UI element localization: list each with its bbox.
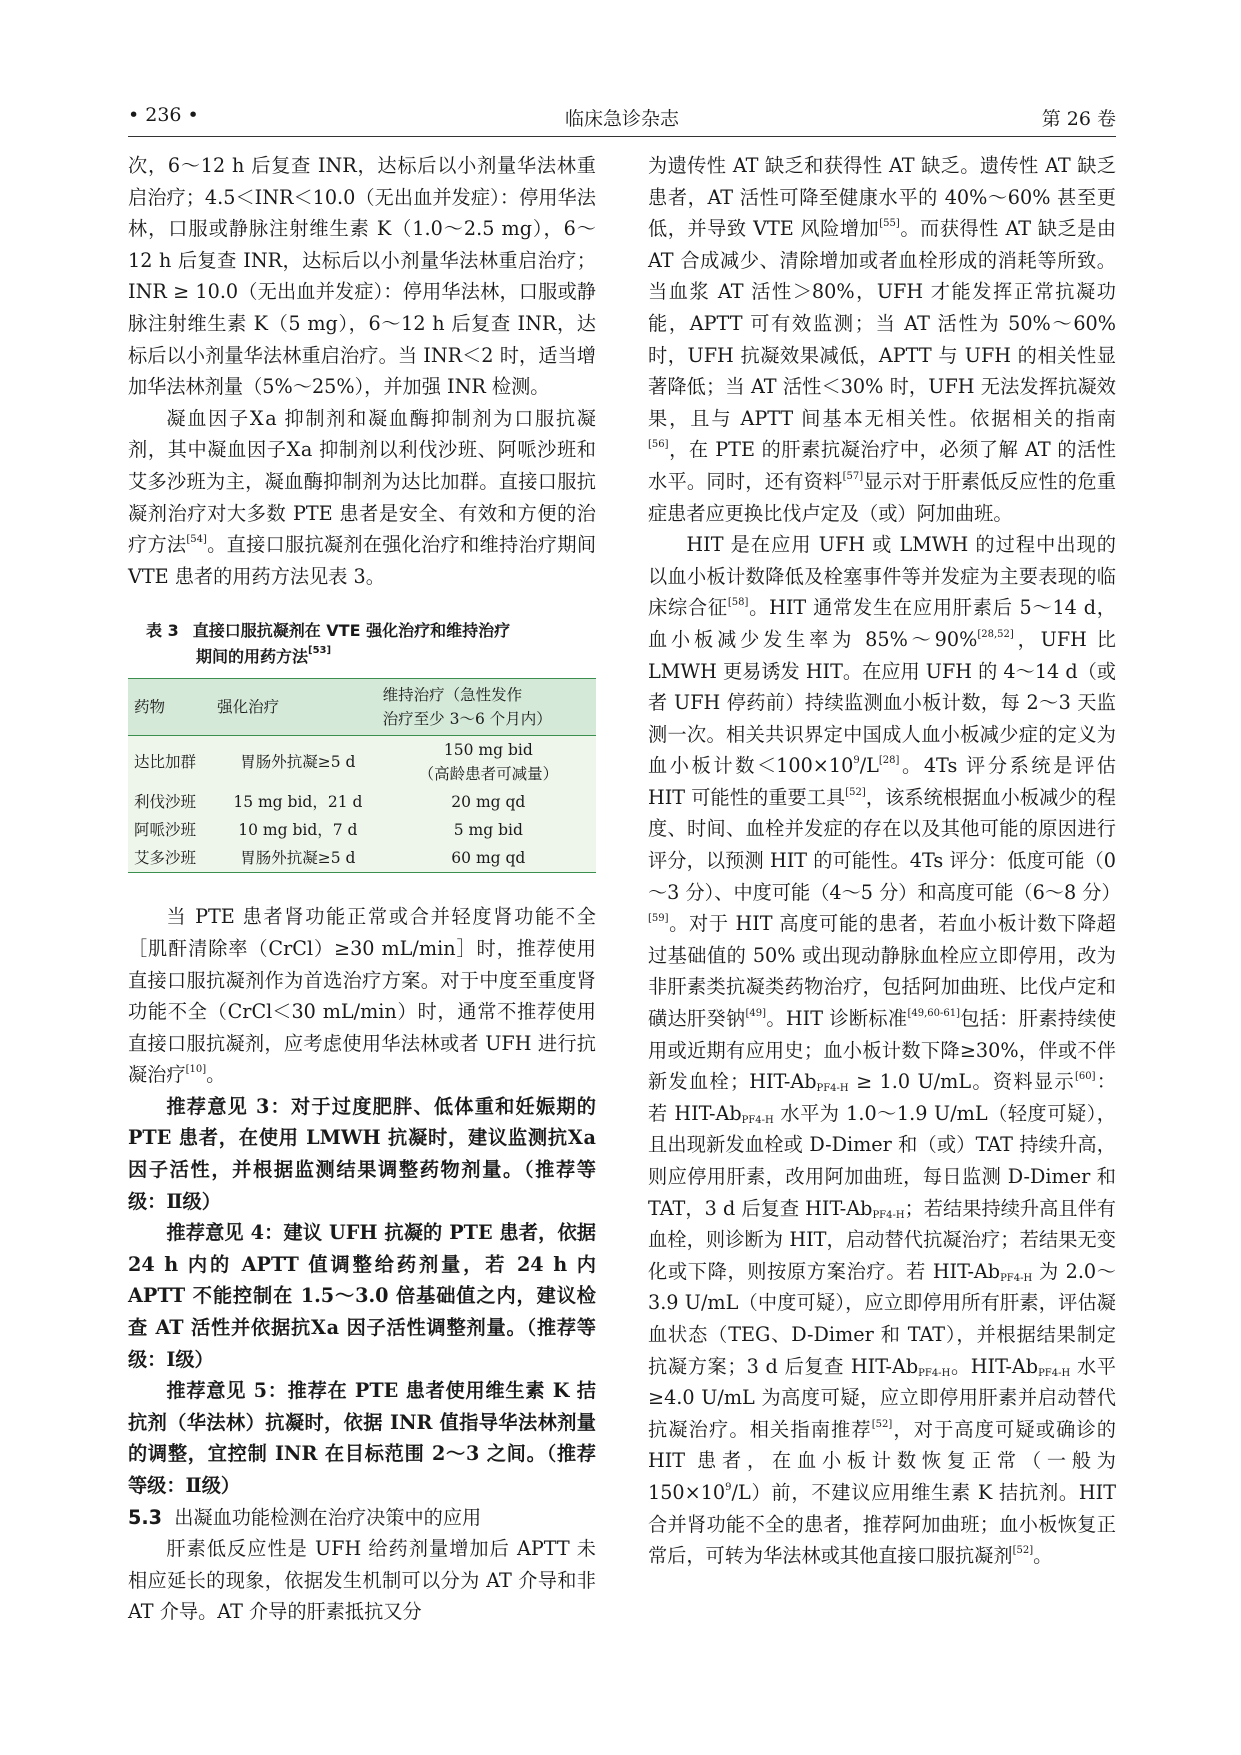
table-cell: 达比加群 — [134, 753, 197, 772]
citation: [28,52] — [977, 628, 1014, 640]
subscript: PF4-H — [1038, 1367, 1071, 1379]
subscript: PF4-H — [741, 1114, 774, 1126]
paragraph: 为遗传性 AT 缺乏和获得性 AT 缺乏。遗传性 AT 缺乏患者，AT 活性可降至健康水平的 40%～60% 甚至更低，并导致 VTE 风险增加[55]。而获得性 AT 缺乏是由 AT 合成减少、清除增加或者血栓形成的消耗等所致。当血浆 AT 活性＞80%，UFH 才能发挥正常抗凝功能，APTT 可有效监测；当 AT 活性为 50%～60% 时，UFH 抗凝效果减低，APTT 与 UFH 的相关性显著降低；当 AT 活性＜30% 时，UFH 无法发挥抗凝效果，且与 APTT 间基本无相关性。依据相关的指南[56]，在 PTE 的肝素抗凝治疗中，必须了解 AT 的活性水平。同时，还有资料[57]显示对于肝素低反应性的危重症患者应更换比伐卢定及（或）阿加曲班。 — [648, 154, 1117, 525]
table-row — [128, 788, 596, 816]
table-caption: 表 3 直接口服抗凝剂在 VTE 强化治疗和维持治疗 期间的用药方法[53] — [146, 621, 511, 667]
citation: [49,60-61] — [907, 1008, 960, 1020]
citation: [58] — [727, 597, 749, 609]
paragraph: 次，6～12 h 后复查 INR，达标后以小剂量华法林重启治疗；4.5＜INR＜10.0（无出血并发症）：停用华法林，口服或静脉注射维生素 K（1.0～2.5 mg），6～12 h 后复查 INR，达标后以小剂量华法林重启治疗；INR ≥ 10.0（无出血并发症）：停用华法林，口服或静脉注射维生素 K（5 mg），6～12 h 后复查 INR，达标后以小剂量华法林重启治疗。当 INR＜2 时，适当增加华法林剂量（5%～25%），并加强 INR 检测。 — [128, 154, 596, 399]
paragraph: HIT 是在应用 UFH 或 LMWH 的过程中出现的以血小板计数降低及栓塞事件等并发症为主要表现的临床综合征[58]。HIT 通常发生在应用肝素后 5～14 d，血小板减少发生率为 85%～90%[28,52]，UFH 比 LMWH 更易诱发 HIT。在应用 UFH 的 4～14 d（或者 UFH 停药前）持续监测血小板计数，每 2～3 天监测一次。相关共识界定中国成人血小板减少症的定义为血小板计数$<100\times 10^9/L[28]$。4Ts 评分系统是评估 HIT 可能性的重要工具[52]，该系统根据血小板减少的程度、时间、血栓并发症的存在以及其他可能的原因进行评分，以预测 HIT 的可能性。4Ts 评分：低度可能（0～3 分）、中度可能（4～5 分）和高度可能（6～8 分）[59]。对于 HIT 高度可能的患者，若血小板计数下降超过基础值的 50% 或出现动静脉血栓应立即停用，改为非肝素类抗凝类药物治疗，包括阿加曲班、比伐卢定和磺达肝癸钠[49]。HIT 诊断标准[49,60-61]包括：肝素持续使用或近期有应用史；血小板计数下降≥30%，伴或不伴新发血栓；HIT-$Ab_{PF4-H} \ge 1.0$ U/mL。资料显示[60]：若 HIT-$Ab_{PF4-H}$ 水平为 1.0～1.9 U/mL（轻度可疑），且出现新发血栓或 D-Dimer 和（或）TAT 持续升高，则应停用肝素，改用阿加曲班，每日监测 D-Dimer 和 TAT，3 d 后复查 HIT-$Ab_{PF4-H}$；若结果持续升高且伴有血栓，则诊断为 HIT，启动替代抗凝治疗；若结果无变化或下降，则按原方案治疗。若 HIT-$Ab_{PF4-H}$ 为 2.0～3.9 U/mL（中度可疑），应立即停用所有肝素，评估凝血状态（TEG、D-Dimer 和 TAT），并根据结果制定抗凝方案；3 d 后复查 HIT-$Ab_{PF4-H}$。HIT-$Ab_{PF4-H}$ 水平≥4.0 U/mL 为高度可疑，应立即停用肝素并启动替代抗凝治疗。相关指南推荐[52]，对于高度可疑或确诊的 HIT 患者，在血小板计数恢复正常（一般为 $150\times 10^9/L$）前，不建议应用维生素 K 拮抗剂。HIT 合并肾功能不全的患者，推荐阿加曲班；血小板恢复正常后，可转为华法林或其他直接口服抗凝剂[52]。 — [648, 533, 1121, 1568]
subscript: PF4-H — [872, 1209, 905, 1221]
citation: [59] — [648, 913, 669, 925]
recommendation-3: 推荐意见 3：对于过度肥胖、低体重和妊娠期的 PTE 患者，在使用 LMWH 抗凝时，建议监测抗Ⅹa 因子活性，并根据监测结果调整药物剂量。（推荐等级：Ⅱ级） — [128, 1094, 596, 1213]
citation: [54] — [186, 534, 207, 546]
paragraph: 肝素低反应性是 UFH 给药剂量增加后 APTT 未相应延长的现象，依据发生机制可以分为 AT 介导和非 AT 介导。AT 介导的肝素抵抗又分 — [128, 1537, 596, 1624]
table-cell: 胃肠外抗凝≥5 d — [215, 844, 381, 873]
citation: [52] — [845, 786, 866, 798]
subscript: PF4-H — [918, 1367, 951, 1379]
table-cell: 10 mg bid，7 d — [238, 821, 358, 840]
recommendation-4: 推荐意见 4：建议 UFH 抗凝的 PTE 患者，依据 24 h 内的 APTT 值调整给药剂量，若 24 h 内 APTT 不能控制在 1.5～3.0 倍基础值之内，建议检查 AT 活性并依据抗Ⅹa 因子活性调整剂量。（推荐等级：Ⅰ级） — [128, 1221, 596, 1371]
journal-title: 临床急诊杂志 — [564, 108, 679, 130]
table-label: 表 3 — [146, 621, 179, 641]
column-header: 药物 — [128, 679, 215, 736]
table-cell: 15 mg bid，21 d — [233, 793, 363, 812]
exponent: 9 — [853, 755, 860, 767]
citation: [52] — [1012, 1545, 1034, 1557]
table-cell: 20 mg qd — [451, 793, 526, 812]
citation: [57] — [842, 470, 864, 482]
section-title: 出凝血功能检测在治疗决策中的应用 — [174, 1505, 482, 1529]
subscript: PF4-H — [1000, 1272, 1033, 1284]
citation: [10] — [185, 1064, 207, 1076]
citation: [55] — [879, 218, 900, 230]
recommendation-5: 推荐意见 5：推荐在 PTE 患者使用维生素 K 拮抗剂（华法林）抗凝时，依据 INR 值指导华法林剂量的调整，宜控制 INR 在目标范围 2～3 之间。（推荐等级：Ⅱ级） — [128, 1379, 596, 1497]
table-cell: 利伐沙班 — [134, 793, 197, 812]
table-row — [128, 816, 596, 844]
paragraph: 当 PTE 患者肾功能正常或合并轻度肾功能不全［肌酐清除率（CrCl）≥30 mL/min］时，推荐使用直接口服抗凝剂作为首选治疗方案。对于中度至重度肾功能不全（CrCl＜30 mL/min）时，通常不推荐使用直接口服抗凝剂，应考虑使用华法林或者 UFH 进行抗凝治疗[10]。 — [128, 905, 596, 1087]
right-column — [648, 150, 1121, 1572]
table-cell: 艾多沙班 — [128, 844, 215, 873]
citation: [52] — [871, 1418, 893, 1430]
left-column — [128, 150, 596, 1628]
table-cell: 60 mg qd — [381, 844, 596, 873]
section-heading — [128, 1502, 596, 1534]
table-cell: 阿哌沙班 — [134, 821, 197, 840]
table-cell: 5 mg bid — [453, 821, 523, 840]
volume-label: 第 26 卷 — [1041, 108, 1116, 130]
page-number: • 236 • — [128, 104, 199, 126]
paragraph: 凝血因子Ⅹa 抑制剂和凝血酶抑制剂为口服抗凝剂，其中凝血因子Ⅹa 抑制剂以利伐沙班、阿哌沙班和艾多沙班为主，凝血酶抑制剂为达比加群。直接口服抗凝剂治疗对大多数 PTE 患者是安全、有效和方便的治疗方法[54]。直接口服抗凝剂在强化治疗和维持治疗期间 VTE 患者的用药方法见表 3。 — [128, 406, 597, 588]
citation: [56] — [648, 439, 669, 451]
page-header — [128, 104, 1116, 134]
table-row — [128, 844, 596, 873]
section-number: 5.3 — [128, 1505, 162, 1529]
citation: [60] — [1074, 1071, 1096, 1083]
table-row — [128, 736, 596, 789]
column-header: 维持治疗（急性发作 治疗至少 3～6 个月内） — [381, 679, 596, 736]
citation: [53] — [308, 645, 332, 657]
column-header: 强化治疗 — [215, 679, 381, 736]
table-cell: 胃肠外抗凝≥5 d — [240, 753, 356, 772]
citation: [28] — [878, 755, 900, 767]
table-header-row — [128, 679, 596, 736]
table-cell: 150 mg bid （高龄患者可减量） — [418, 741, 559, 784]
dosage-table — [128, 678, 596, 873]
header-rule — [128, 136, 1116, 137]
citation: [49] — [745, 1008, 767, 1020]
subscript: PF4-H — [816, 1083, 849, 1095]
exponent: 9 — [725, 1481, 732, 1493]
